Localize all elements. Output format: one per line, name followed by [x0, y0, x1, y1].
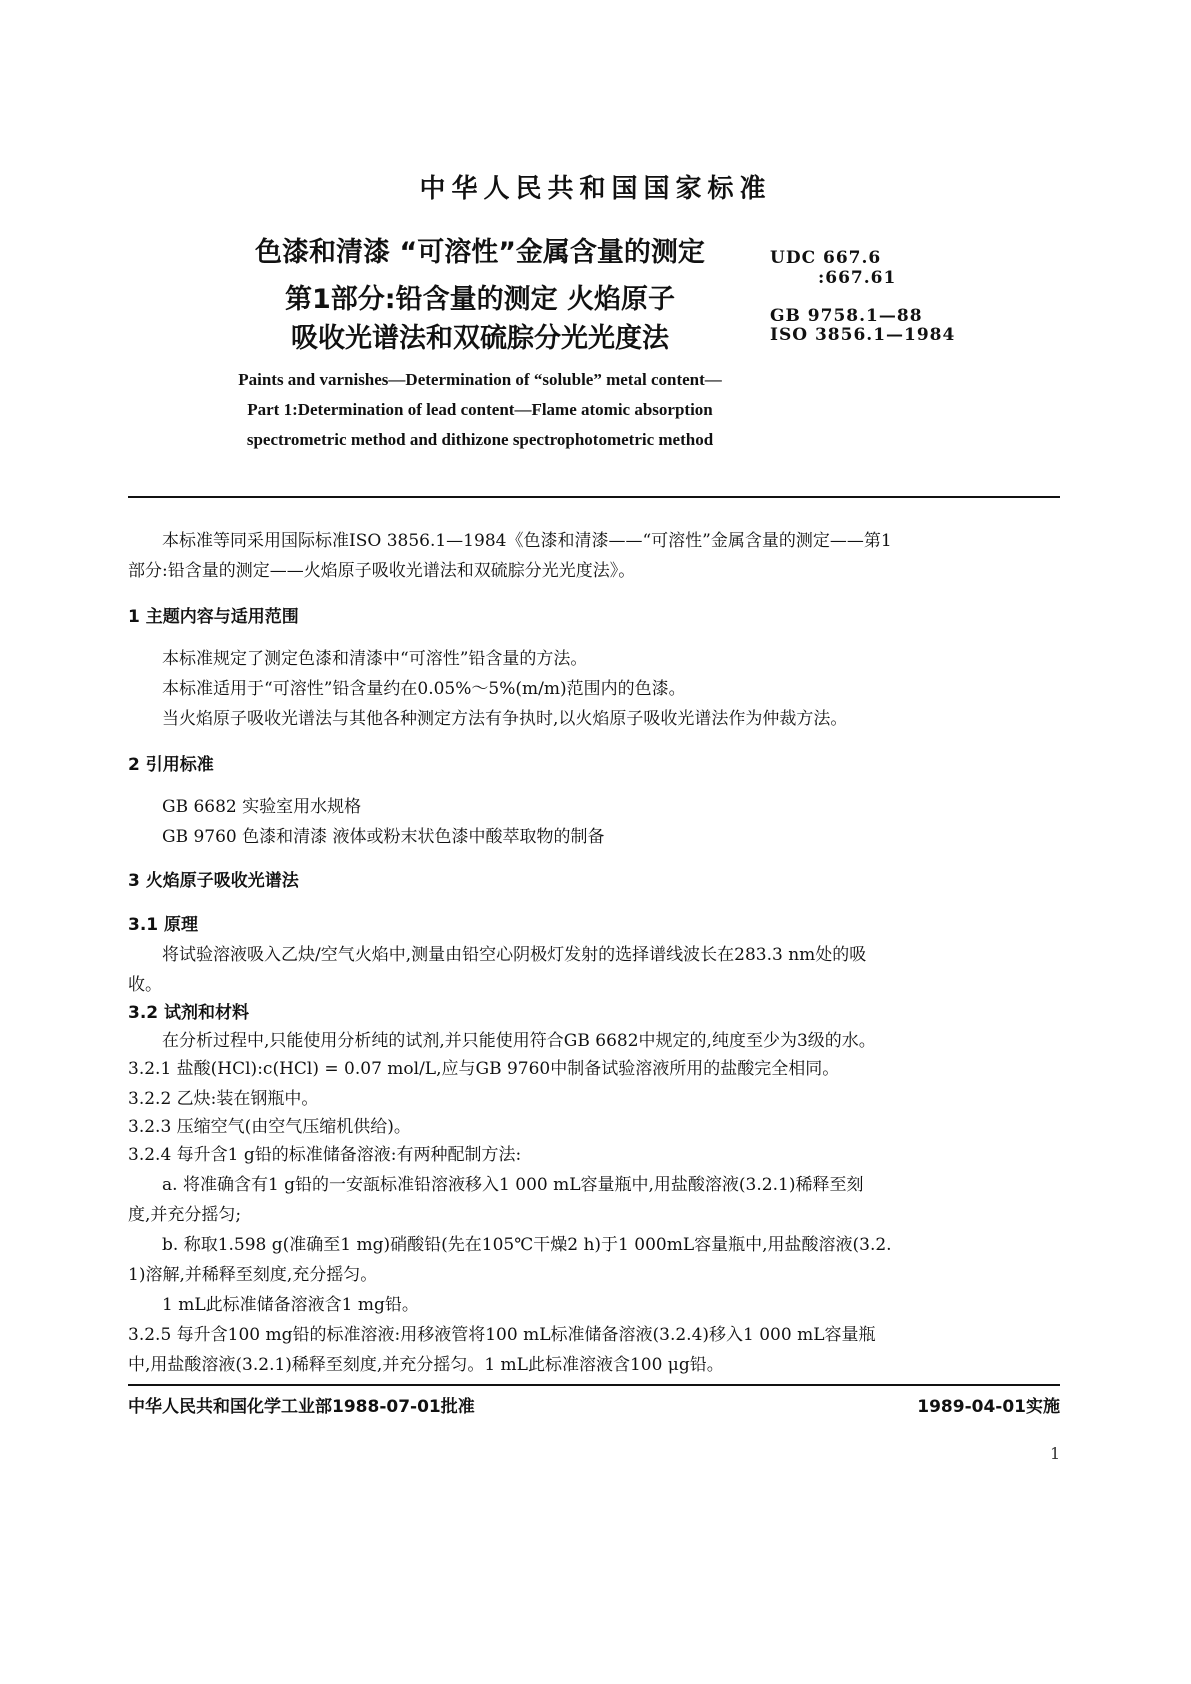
section-3-2-2: 3.2.2 乙炔:装在钢瓶中。 [128, 1089, 319, 1109]
section-1-para-1: 本标准规定了测定色漆和清漆中“可溶性”铅含量的方法。 [162, 649, 588, 669]
en-title-line-1: Paints and varnishes—Determination of “soluble” metal content— [238, 370, 722, 389]
section-3-2-heading: 3.2 试剂和材料 [128, 1003, 250, 1023]
section-3-2-4-a-line-2: 度,并充分摇匀; [128, 1205, 242, 1225]
cn-title-line-2: 第1部分:铅含量的测定 火焰原子 [285, 284, 675, 315]
section-3-2-5-line-2: 中,用盐酸溶液(3.2.1)稀释至刻度,并充分摇匀。1 mL此标准溶液含100 μg铅。 [128, 1355, 724, 1375]
section-1-heading: 1 主题内容与适用范围 [128, 607, 299, 627]
iso-number: ISO 3856.1—1984 [770, 325, 956, 345]
section-3-1-line-1: 将试验溶液吸入乙炔/空气火焰中,测量由铅空心阴极灯发射的选择谱线波长在283.3 nm处的吸 [162, 945, 867, 965]
header-rule [128, 496, 1060, 498]
section-3-2-4: 3.2.4 每升含1 g铅的标准储备溶液:有两种配制方法: [128, 1145, 522, 1165]
section-3-2-4-note: 1 mL此标准储备溶液含1 mg铅。 [162, 1295, 419, 1315]
section-3-1-line-2: 收。 [128, 975, 162, 995]
section-3-2-5-line-1: 3.2.5 每升含100 mg铅的标准溶液:用移液管将100 mL标准储备溶液(3.2.4)移入1 000 mL容量瓶 [128, 1325, 876, 1345]
section-1-para-3: 当火焰原子吸收光谱法与其他各种测定方法有争执时,以火焰原子吸收光谱法作为仲裁方法。 [162, 709, 848, 729]
en-title-line-3: spectrometric method and dithizone spectrophotometric method [246, 430, 714, 449]
approval-line: 中华人民共和国化学工业部1988-07-01批准 [128, 1397, 475, 1417]
section-3-2-3: 3.2.3 压缩空气(由空气压缩机供给)。 [128, 1117, 411, 1137]
cn-title-line-3: 吸收光谱法和双硫腙分光光度法 [291, 323, 669, 354]
section-1-para-2: 本标准适用于“可溶性”铅含量约在0.05%～5%(m/m)范围内的色漆。 [162, 679, 686, 699]
cn-title-line-1: 色漆和清漆 “可溶性”金属含量的测定 [255, 237, 705, 268]
section-3-2-1: 3.2.1 盐酸(HCl):c(HCl) = 0.07 mol/L,应与GB 9760中制备试验溶液所用的盐酸完全相同。 [128, 1059, 840, 1079]
footer-rule [128, 1384, 1060, 1386]
en-title-line-2: Part 1:Determination of lead content—Flame atomic absorption [247, 400, 713, 419]
section-2-heading: 2 引用标准 [128, 755, 214, 775]
standard-header: 中华人民共和国国家标准 [419, 174, 772, 204]
section-3-2-4-a-line-1: a. 将准确含有1 g铅的一安瓿标准铅溶液移入1 000 mL容量瓶中,用盐酸溶液(3.2.1)稀释至刻 [162, 1175, 864, 1195]
reference-gb9760: GB 9760 色漆和清漆 液体或粉末状色漆中酸萃取物的制备 [162, 827, 605, 847]
udc-subcode: :667.61 [818, 268, 897, 288]
intro-line-1: 本标准等同采用国际标准ISO 3856.1—1984《色漆和清漆——“可溶性”金属含量的测定——第1 [162, 531, 892, 551]
section-3-2-4-b-line-2: 1)溶解,并稀释至刻度,充分摇匀。 [128, 1265, 378, 1285]
page-number: 1 [1050, 1444, 1061, 1463]
section-3-2-para: 在分析过程中,只能使用分析纯的试剂,并只能使用符合GB 6682中规定的,纯度至少为3级的水。 [162, 1031, 876, 1051]
udc-code: UDC 667.6 [770, 248, 882, 268]
section-3-1-heading: 3.1 原理 [128, 915, 199, 935]
intro-line-2: 部分:铅含量的测定——火焰原子吸收光谱法和双硫腙分光光度法》。 [128, 561, 636, 581]
section-3-2-4-b-line-1: b. 称取1.598 g(准确至1 mg)硝酸铅(先在105℃干燥2 h)于1 000mL容量瓶中,用盐酸溶液(3.2. [162, 1235, 892, 1255]
effective-date: 1989-04-01实施 [917, 1397, 1060, 1417]
section-3-heading: 3 火焰原子吸收光谱法 [128, 871, 299, 891]
gb-number: GB 9758.1—88 [770, 306, 923, 326]
reference-gb6682: GB 6682 实验室用水规格 [162, 797, 362, 817]
